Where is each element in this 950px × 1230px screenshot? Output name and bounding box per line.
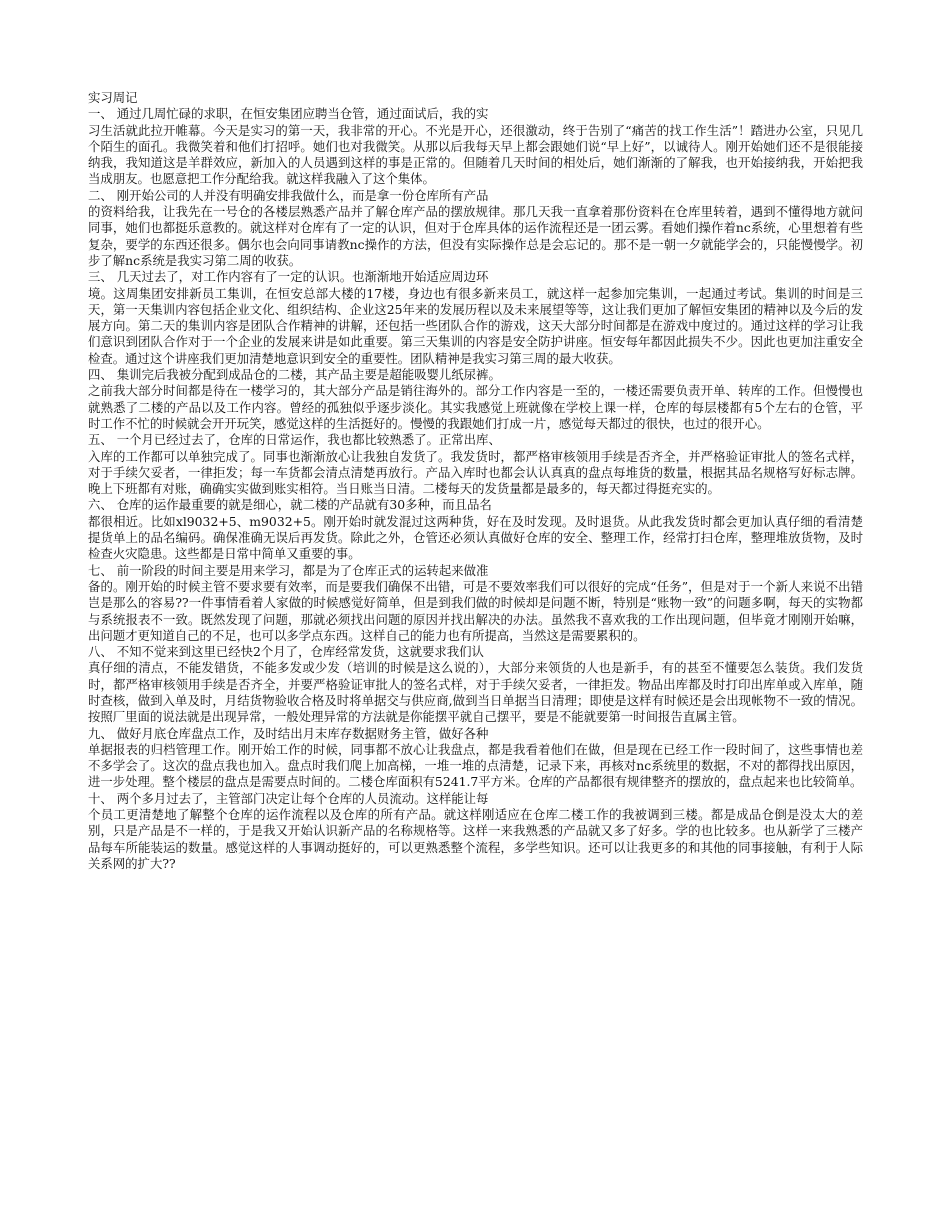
section-lead: 二、 刚开始公司的人并没有明确安排我做什么，而是拿一份仓库所有产品: [88, 187, 489, 203]
section-body: 境。这周集团安排新员工集训，在恒安总部大楼的17楼，身边也有很多新来员工，就这样一起参加完集训，一起通过考试。集训的时间是三天，第一天集训内容包括企业文化、组织结构、企业这25年来的发展历程以及未来展望等等，这让我们更加了解恒安集团的精神以及今后的发展方向。第二天的集训内容是团队合作精神的讲解，还包括一些团队合作的游戏，这天大部分时间都是在游戏中度过的。通过这样的学习让我们意识到团队合作对于一个企业的发展来讲是如此重要。第三天集训的内容是安全防护讲座。恒安每年都因此损失不少。因此也更加注重安全检查。通过这个讲座我们更加清楚地意识到安全的重要性。团队精神是我实习第三周的最大收获。: [88, 285, 863, 366]
section-lead: 七、 前一阶段的时间主要是用来学习，都是为了仓库正式的运转起来做准: [88, 562, 489, 578]
section-3: [88, 269, 863, 367]
section-body: 习生活就此拉开帷幕。今天是实习的第一天，我非常的开心。不光是开心，还很激动，终于告别了“痛苦的找工作生活”！踏进办公室，只见几个陌生的面孔。我微笑着和他们打招呼。她们也对我微笑。从那以后我每天早上都会跟她们说“早上好”，以诚待人。刚开始她们还不是很能接纳我，我知道这是羊群效应，新加入的人员遇到这样的事是正常的。但随着几天时间的相处后，她们渐渐的了解我，也开始接纳我，开始把我当成朋友。也愿意把工作分配给我。就这样我融入了这个集体。: [88, 122, 863, 187]
section-lead: 六、 仓库的运作最重要的就是细心，就二楼的产品就有30多种，而且品名: [88, 497, 492, 513]
section-body: 之前我大部分时间都是待在一楼学习的，其大部分产品是销往海外的。部分工作内容是一至的，一楼还需要负责开单、转库的工作。但慢慢也就熟悉了二楼的产品以及工作内容。曾经的孤独似乎逐步淡化。其实我感觉上班就像在学校上课一样，仓库的每层楼都有5个左右的仓管，平时工作不忙的时候就会开开玩笑，感觉这样的生活挺好的。慢慢的我跟她们打成一片，感觉每天都过的很快，也过的很开心。: [88, 383, 863, 431]
section-7: [88, 563, 863, 644]
section-2: [88, 188, 863, 269]
section-body: 个员工更清楚地了解整个仓库的运作流程以及仓库的所有产品。就这样刚适应在仓库二楼工作的我被调到三楼。都是成品仓倒是没太大的差别，只是产品是不一样的，于是我又开始认识新产品的名称规格等。这样一来我熟悉的产品就又多了好多。学的也比较多。也从新学了三楼产品每车所能装运的数量。感觉这样的人事调动挺好的，可以更熟悉整个流程，多学些知识。还可以让我更多的和其他的同事接触，有利于人际关系网的扩大??: [88, 807, 863, 871]
document-title: 实习周记: [88, 90, 138, 105]
section-body: 备的。刚开始的时候主管不要求要有效率，而是要我们确保不出错，可是不要效率我们可以很好的完成“任务”，但是对于一个新人来说不出错岂是那么的容易??一件事情看着人家做的时候感觉好简单，但是到我们做的时候却是问题不断，特别是“账物一致”的问题多啊，每天的实物都与系统报表不一致。既然发现了问题，那就必须找出问题的原因并找出解决的办法。虽然我不喜欢我的工作出现问题，但毕竟才刚刚开始嘛，出问题才更知道自己的不足，也可以多学点东西。这样自己的能力也有所提高，当然这是需要累积的。: [88, 578, 863, 643]
section-lead: 五、 一个月已经过去了，仓库的日常运作，我也都比较熟悉了。正常出库、: [88, 432, 501, 448]
section-body: 入库的工作都可以单独完成了。同事也渐渐放心让我独自发货了。我发货时，都严格审核领用手续是否齐全，并严格验证审批人的签名式样，对于手续欠妥者，一律拒发；每一车货都会清点清楚再放行。产品入库时也都会认认真真的盘点每堆货的数量，根据其品名规格写好标志牌。晚上下班都有对账，确确实实做到账实相符。当日账当日清。二楼每天的发货量都是最多的，每天都过得挺充实的。: [88, 448, 863, 497]
section-lead: 四、 集训完后我被分配到成品仓的二楼，其产品主要是超能吸婴儿纸尿裤。: [88, 367, 501, 383]
section-lead: 三、 几天过去了，对工作内容有了一定的认识。也渐渐地开始适应周边环: [88, 269, 489, 285]
section-8: [88, 644, 863, 725]
section-4: [88, 367, 863, 432]
section-body: 的资料给我，让我先在一号仓的各楼层熟悉产品并了解仓库产品的摆放规律。那几天我一直拿着那份资料在仓库里转着，遇到不懂得地方就问同事，她们也都挺乐意教的。就这样对仓库有了一定的认识，但对于仓库具体的运作流程还是一团云雾。看她们操作着nc系统，心里想着有些复杂，要学的东西还很多。偶尔也会向同事请教nc操作的方法，但没有实际操作总是会忘记的。那不是一朝一夕就能学会的，只能慢慢学。初步了解nc系统是我实习第二周的收获。: [88, 204, 863, 268]
section-lead: 八、 不知不觉来到这里已经快2个月了，仓库经常发货，这就要求我们认: [88, 644, 484, 660]
document-page: [88, 90, 863, 872]
section-5: [88, 432, 863, 497]
section-body: 单据报表的归档管理工作。刚开始工作的时候，同事都不放心让我盘点，都是我看着他们在做，但是现在已经工作一段时间了，这些事情也差不多学会了。这次的盘点我也加入。盘点时我们爬上加高梯，一堆一堆的点清楚，记录下来，再核对nc系统里的数据，不对的都得找出原因，进一步处理。整个楼层的盘点是需要点时间的。二楼仓库面积有5241.7平方米。仓库的产品都很有规律整齐的摆放的，盘点起来也比较简单。: [88, 741, 863, 790]
section-body: 都很相近。比如xl9032+5、m9032+5。刚开始时就发混过这两种货，好在及时发现。及时退货。从此我发货时都会更加认真仔细的看清楚提货单上的品名编码。确保准确无误后再发货。除此之外，仓管还必须认真做好仓库的安全、整理工作，经常打扫仓库，整理堆放货物，及时检查火灾隐患。这些都是日常中简单又重要的事。: [88, 513, 863, 562]
section-lead: 十、 两个多月过去了，主管部门决定让每个仓库的人员流动。这样能让每: [88, 790, 489, 806]
section-1: [88, 106, 863, 187]
section-body: 真仔细的清点，不能发错货，不能多发或少发（培训的时候是这么说的），大部分来领货的人也是新手，有的甚至不懂要怎么装货。我们发货时，都严格审核领用手续是否齐全，并要严格验证审批人的签名式样，对于手续欠妥者，一律拒发。物品出库都及时打印出库单或入库单，随时查核，做到入单及时，月结货物验收合格及时将单据交与供应商,做到当日单据当日清理；即使是这样有时候还是会出现帐物不一致的情况。按照厂里面的说法就是出现异常，一般处理异常的方法就是你能摆平就自己摆平，要是不能就要第一时间报告直属主管。: [88, 660, 863, 725]
section-10: [88, 791, 863, 872]
section-9: [88, 726, 863, 791]
section-6: [88, 497, 863, 562]
section-lead: 九、 做好月底仓库盘点工作，及时结出月末库存数据财务主管，做好各种: [88, 725, 489, 741]
section-lead: 一、 通过几周忙碌的求职，在恒安集团应聘当仓管，通过面试后，我的实: [88, 106, 489, 122]
